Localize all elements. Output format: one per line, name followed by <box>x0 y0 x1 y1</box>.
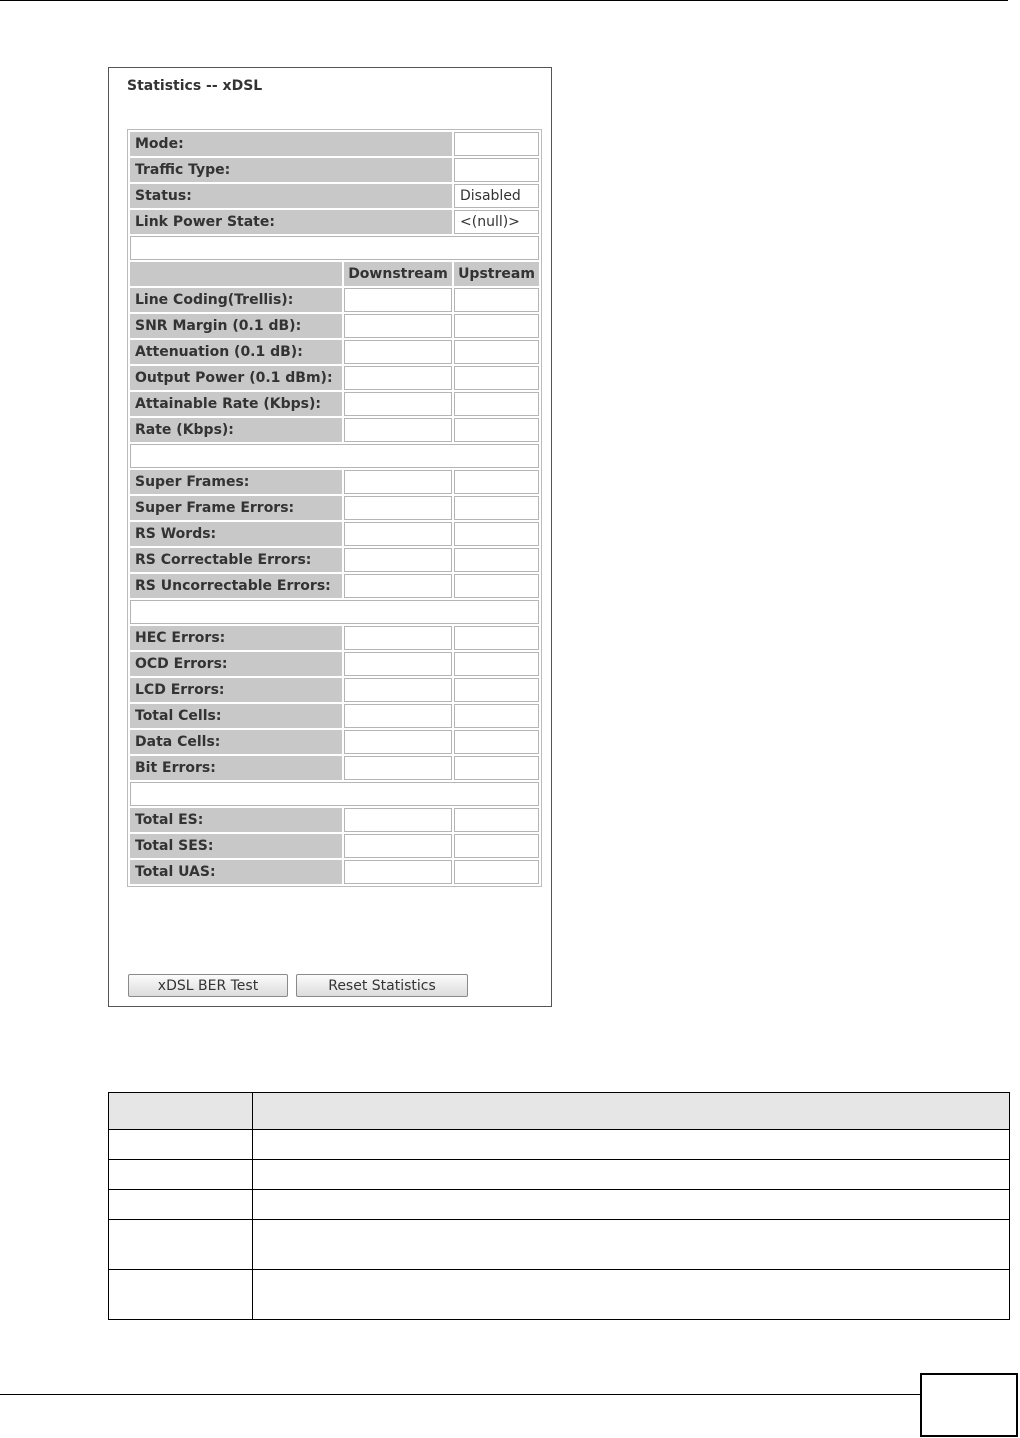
stat-row <box>130 678 539 702</box>
info-label: Link Power State: <box>130 210 452 234</box>
stat-row <box>130 288 539 312</box>
downstream-value <box>344 860 452 884</box>
info-label: Traffic Type: <box>130 158 452 182</box>
description-header-cell <box>109 1093 253 1130</box>
stat-row <box>130 392 539 416</box>
description-row <box>109 1270 1010 1320</box>
stat-row <box>130 522 539 546</box>
stat-row <box>130 730 539 754</box>
description-cell <box>253 1190 1010 1220</box>
stat-label: Super Frame Errors: <box>130 496 342 520</box>
downstream-value <box>344 418 452 442</box>
stat-label: Super Frames: <box>130 470 342 494</box>
stat-label: HEC Errors: <box>130 626 342 650</box>
stat-row <box>130 574 539 598</box>
panel-title: Statistics -- xDSL <box>127 78 263 94</box>
description-cell <box>253 1160 1010 1190</box>
upstream-value <box>454 626 539 650</box>
downstream-value <box>344 808 452 832</box>
stat-label: Line Coding(Trellis): <box>130 288 342 312</box>
description-cell <box>253 1220 1010 1270</box>
upstream-value <box>454 652 539 676</box>
upstream-value <box>454 678 539 702</box>
info-value <box>454 158 539 182</box>
stat-label: Attainable Rate (Kbps): <box>130 392 342 416</box>
downstream-value <box>344 470 452 494</box>
upstream-value <box>454 860 539 884</box>
xdsl-ber-test-button[interactable]: xDSL BER Test <box>128 974 288 997</box>
stat-row <box>130 704 539 728</box>
info-value: <(null)> <box>454 210 539 234</box>
downstream-value <box>344 288 452 312</box>
stat-row <box>130 626 539 650</box>
stat-label: Total SES: <box>130 834 342 858</box>
page-number-box <box>920 1373 1018 1437</box>
downstream-value <box>344 756 452 780</box>
header-rule <box>0 0 1008 1</box>
column-header-row <box>130 262 539 286</box>
description-cell <box>109 1130 253 1160</box>
upstream-value <box>454 704 539 728</box>
upstream-value <box>454 574 539 598</box>
stat-row <box>130 470 539 494</box>
column-header-upstream: Upstream <box>454 262 539 286</box>
info-row <box>130 184 539 208</box>
stat-label: Attenuation (0.1 dB): <box>130 340 342 364</box>
downstream-value <box>344 522 452 546</box>
downstream-value <box>344 730 452 754</box>
stat-row <box>130 418 539 442</box>
description-cell <box>109 1160 253 1190</box>
stat-row <box>130 340 539 364</box>
spacer-cell <box>130 782 539 806</box>
info-label: Mode: <box>130 132 452 156</box>
upstream-value <box>454 314 539 338</box>
stat-row <box>130 756 539 780</box>
stat-label: RS Uncorrectable Errors: <box>130 574 342 598</box>
stat-row <box>130 652 539 676</box>
spacer-row <box>130 236 539 260</box>
downstream-value <box>344 574 452 598</box>
description-cell <box>253 1130 1010 1160</box>
stat-row <box>130 496 539 520</box>
downstream-value <box>344 704 452 728</box>
info-label: Status: <box>130 184 452 208</box>
upstream-value <box>454 418 539 442</box>
upstream-value <box>454 470 539 494</box>
description-cell <box>109 1190 253 1220</box>
description-row <box>109 1160 1010 1190</box>
spacer-cell <box>130 444 539 468</box>
description-header-cell <box>253 1093 1010 1130</box>
upstream-value <box>454 496 539 520</box>
downstream-value <box>344 678 452 702</box>
column-header-blank <box>130 262 342 286</box>
downstream-value <box>344 392 452 416</box>
info-row <box>130 210 539 234</box>
spacer-cell <box>130 600 539 624</box>
stat-label: RS Words: <box>130 522 342 546</box>
xdsl-statistics-panel <box>108 67 552 1007</box>
column-header-downstream: Downstream <box>344 262 452 286</box>
upstream-value <box>454 730 539 754</box>
downstream-value <box>344 548 452 572</box>
stat-label: Total ES: <box>130 808 342 832</box>
stat-row <box>130 834 539 858</box>
description-row <box>109 1190 1010 1220</box>
downstream-value <box>344 340 452 364</box>
stat-row <box>130 808 539 832</box>
downstream-value <box>344 626 452 650</box>
downstream-value <box>344 652 452 676</box>
downstream-value <box>344 834 452 858</box>
stat-label: Rate (Kbps): <box>130 418 342 442</box>
description-header-row <box>109 1093 1010 1130</box>
stat-row <box>130 366 539 390</box>
statistics-table <box>127 129 542 887</box>
upstream-value <box>454 808 539 832</box>
downstream-value <box>344 366 452 390</box>
description-table <box>108 1092 1010 1320</box>
description-cell <box>253 1270 1010 1320</box>
spacer-cell <box>130 236 539 260</box>
reset-statistics-button[interactable]: Reset Statistics <box>296 974 468 997</box>
spacer-row <box>130 444 539 468</box>
stat-label: Data Cells: <box>130 730 342 754</box>
upstream-value <box>454 366 539 390</box>
info-row <box>130 132 539 156</box>
footer-rule <box>0 1394 920 1395</box>
stat-row <box>130 860 539 884</box>
stat-label: OCD Errors: <box>130 652 342 676</box>
info-row <box>130 158 539 182</box>
description-cell <box>109 1270 253 1320</box>
upstream-value <box>454 548 539 572</box>
upstream-value <box>454 392 539 416</box>
info-value <box>454 132 539 156</box>
stat-label: Total UAS: <box>130 860 342 884</box>
upstream-value <box>454 834 539 858</box>
upstream-value <box>454 340 539 364</box>
downstream-value <box>344 496 452 520</box>
stat-label: Output Power (0.1 dBm): <box>130 366 342 390</box>
stat-label: SNR Margin (0.1 dB): <box>130 314 342 338</box>
description-row <box>109 1130 1010 1160</box>
info-value: Disabled <box>454 184 539 208</box>
upstream-value <box>454 288 539 312</box>
spacer-row <box>130 600 539 624</box>
description-row <box>109 1220 1010 1270</box>
stat-label: Bit Errors: <box>130 756 342 780</box>
description-cell <box>109 1220 253 1270</box>
downstream-value <box>344 314 452 338</box>
stat-row <box>130 314 539 338</box>
stat-label: RS Correctable Errors: <box>130 548 342 572</box>
stat-label: LCD Errors: <box>130 678 342 702</box>
upstream-value <box>454 756 539 780</box>
stat-row <box>130 548 539 572</box>
upstream-value <box>454 522 539 546</box>
stat-label: Total Cells: <box>130 704 342 728</box>
spacer-row <box>130 782 539 806</box>
